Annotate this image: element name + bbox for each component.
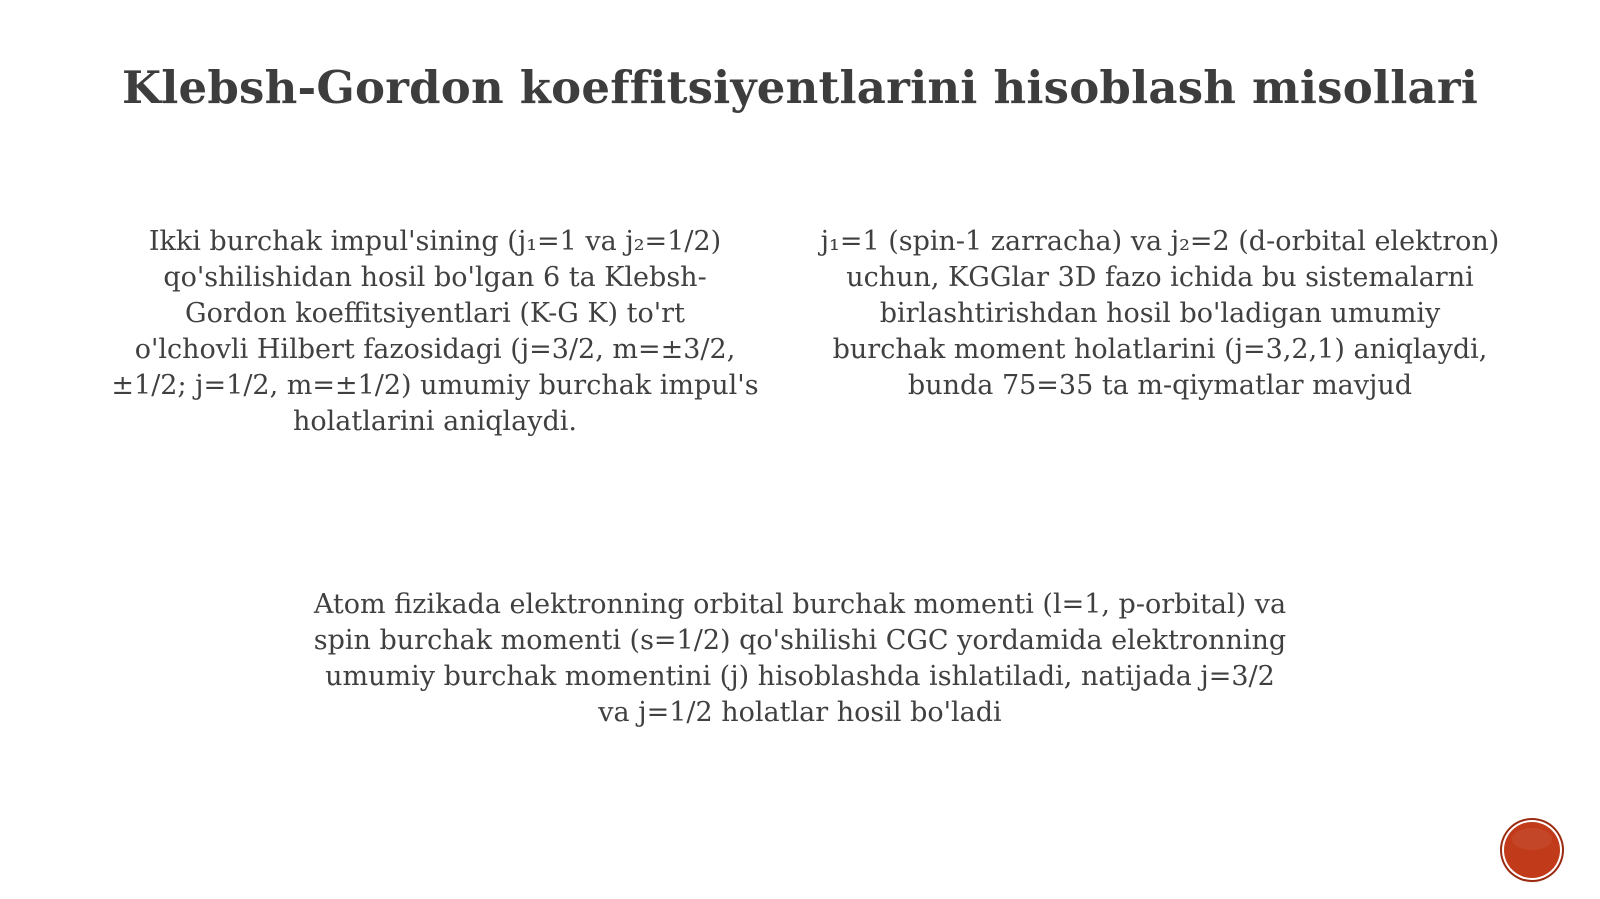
left-text-block: Ikki burchak impul'sining (j₁=1 va j₂=1/2) qo'shilishidan hosil bo'lgan 6 ta Klebsh- Gordon koeffitsiyentlari (K-G K) to'rt o'lchovli Hilbert fazosidagi (j=3/2, m=±3/2, ±1/2; j=1/2, m=±1/2) umumiy burchak impul's holatlarini aniqlaydi.	[111, 226, 759, 437]
slide-nav-button[interactable]	[1504, 822, 1560, 878]
right-text-block: j₁=1 (spin-1 zarracha) va j₂=2 (d-orbital elektron) uchun, KGGlar 3D fazo ichida bu sistemalarni birlashtirishdan hosil bo'ladigan umumiy burchak moment holatlarini (j=3,2,1) aniqlaydi, bunda 75=35 ta m-qiymatlar mavjud	[820, 226, 1500, 401]
bottom-text-block: Atom fizikada elektronning orbital burchak momenti (l=1, p-orbital) va spin burchak momenti (s=1/2) qo'shilishi CGC yordamida elektronning umumiy burchak momentini (j) hisoblashda ishlatiladi, natijada j=3/2 va j=1/2 holatlar hosil bo'ladi	[313, 589, 1287, 728]
slide-title: Klebsh-Gordon koeffitsiyentlarini hisoblash misollari	[121, 61, 1479, 114]
